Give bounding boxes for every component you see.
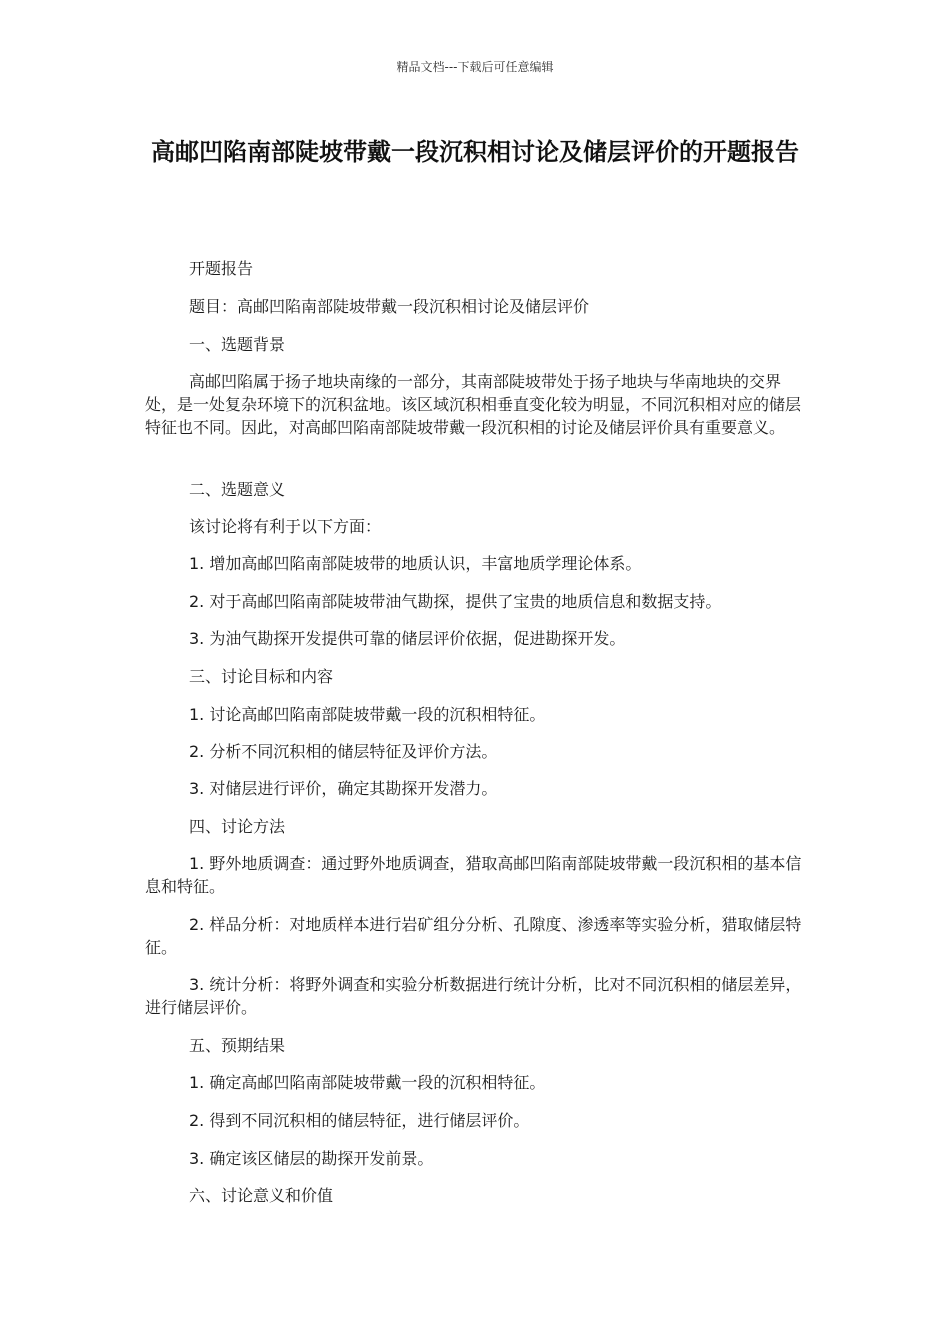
section-heading-5: 五、预期结果 bbox=[189, 1036, 286, 1055]
section-heading-3: 三、讨论目标和内容 bbox=[189, 667, 334, 686]
list-item: 2. 对于高邮凹陷南部陡坡带油气勘探，提供了宝贵的地质信息和数据支持。 bbox=[189, 592, 722, 611]
paragraph-0: 开题报告 bbox=[189, 259, 254, 278]
header-note: 精品文档---下载后可任意编辑 bbox=[396, 60, 554, 74]
document-title: 高邮凹陷南部陡坡带戴一段沉积相讨论及储层评价的开题报告 bbox=[151, 138, 799, 166]
paragraph-3: 高邮凹陷属于扬子地块南缘的一部分，其南部陡坡带处于扬子地块与华南地块的交界处，是一处复杂环境下的沉积盆地。该区域沉积相垂直变化较为明显，不同沉积相对应的储层特征也不同。因此，对高邮凹陷南部陡坡带戴一段沉积相的讨论及储层评价具有重要意义。 bbox=[145, 372, 802, 437]
section-heading-2: 二、选题意义 bbox=[189, 480, 286, 499]
list-item: 1. 野外地质调查：通过野外地质调查，猎取高邮凹陷南部陡坡带戴一段沉积相的基本信息和特征。 bbox=[145, 854, 802, 896]
paragraph-1: 题目：高邮凹陷南部陡坡带戴一段沉积相讨论及储层评价 bbox=[189, 297, 590, 316]
section-heading-6: 六、讨论意义和价值 bbox=[189, 1186, 334, 1205]
paragraph-5: 该讨论将有利于以下方面： bbox=[189, 517, 382, 536]
section-heading-1: 一、选题背景 bbox=[189, 335, 286, 354]
list-item: 2. 得到不同沉积相的储层特征，进行储层评价。 bbox=[189, 1111, 530, 1130]
section-heading-4: 四、讨论方法 bbox=[189, 817, 286, 836]
list-item: 1. 增加高邮凹陷南部陡坡带的地质认识，丰富地质学理论体系。 bbox=[189, 554, 642, 573]
list-item: 3. 统计分析：将野外调查和实验分析数据进行统计分析，比对不同沉积相的储层差异，进行储层评价。 bbox=[145, 975, 802, 1017]
list-item: 2. 样品分析：对地质样本进行岩矿组分分析、孔隙度、渗透率等实验分析，猎取储层特征。 bbox=[145, 915, 802, 957]
list-item: 3. 对储层进行评价，确定其勘探开发潜力。 bbox=[189, 779, 498, 798]
list-item: 1. 确定高邮凹陷南部陡坡带戴一段的沉积相特征。 bbox=[189, 1073, 546, 1092]
list-item: 3. 确定该区储层的勘探开发前景。 bbox=[189, 1149, 434, 1168]
list-item: 3. 为油气勘探开发提供可靠的储层评价依据，促进勘探开发。 bbox=[189, 629, 626, 648]
list-item: 1. 讨论高邮凹陷南部陡坡带戴一段的沉积相特征。 bbox=[189, 705, 546, 724]
list-item: 2. 分析不同沉积相的储层特征及评价方法。 bbox=[189, 742, 498, 761]
